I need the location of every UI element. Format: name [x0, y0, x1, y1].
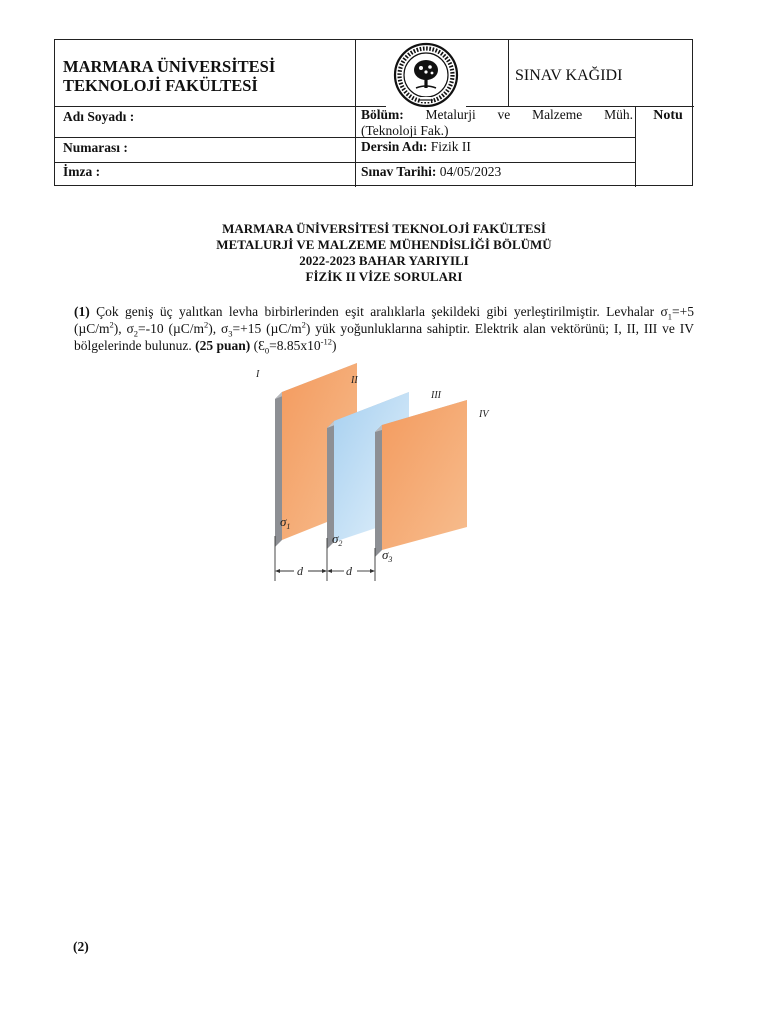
signature-label: İmza : — [63, 164, 101, 179]
exam-date-label: Sınav Tarihi: — [361, 164, 437, 179]
department-word: Malzeme — [532, 107, 583, 122]
department-word: Metalurji — [425, 107, 476, 122]
department-line-2: (Teknoloji Fak.) — [361, 123, 449, 138]
department-word: Müh. — [604, 107, 633, 122]
sigma-label: $\sigma_1$ — [280, 514, 291, 531]
exam-date-field — [361, 164, 501, 180]
university-name: MARMARA ÜNİVERSİTESİ TEKNOLOJİ FAKÜLTESİ — [63, 57, 276, 95]
distance-dimensions — [275, 536, 375, 581]
region-label: I — [256, 369, 260, 380]
header-divider-h3 — [55, 162, 635, 163]
question-1-number: (1) — [74, 304, 90, 319]
department-line — [361, 107, 633, 123]
question-1-text: (1) Çok geniş üç yalıtkan levha birbirlerinden eşit aralıklarla şekildeki gibi yerleştirilmiştir. Levhalar $\sigma_1=+5$ $(\mu C/m^2)$, $\sigma_2=-10$ $(\mu C/m^2)$, $\sigma_3=+15$ $(\mu C/m^2)$ yük yoğunluklarına sahiptir. Elektrik alan vektörünü; I, II, III ve IV bölgelerinde bulunuz. (25 puan) $(Ɛ_0=8.85x10^{-12})$ — [74, 304, 694, 356]
distance-label: d — [346, 564, 352, 578]
course-field — [361, 139, 471, 155]
student-number-label: Numarası : — [63, 140, 128, 155]
department-label: Bölüm: — [361, 107, 404, 122]
title-line: 2022-2023 BAHAR YARIYILI — [299, 253, 469, 268]
header-divider-v2 — [508, 40, 509, 106]
title-line: MARMARA ÜNİVERSİTESİ TEKNOLOJİ FAKÜLTESİ — [222, 221, 546, 236]
department-field — [361, 107, 633, 139]
title-line: METALURJİ VE MALZEME MÜHENDİSLİĞİ BÖLÜMÜ — [216, 237, 552, 252]
question-2-number: (2) — [73, 939, 89, 954]
sigma-label: $\sigma_3$ — [382, 547, 393, 564]
region-label: III — [431, 390, 441, 401]
question-1-points: (25 puan) — [195, 338, 251, 353]
exam-header-table — [54, 39, 693, 186]
region-label: II — [351, 375, 358, 386]
charged-plates-figure — [256, 362, 506, 587]
exam-titles — [0, 221, 768, 285]
course-label: Dersin Adı: — [361, 139, 428, 154]
name-label: Adı Soyadı : — [63, 109, 135, 124]
grade-label: Notu — [653, 108, 683, 123]
exam-date-value: 04/05/2023 — [439, 164, 502, 179]
title-line: FİZİK II VİZE SORULARI — [305, 269, 463, 284]
header-divider-v1 — [355, 40, 356, 187]
distance-label: d — [297, 564, 303, 578]
region-label: IV — [479, 409, 489, 420]
plate-sigma-3 — [375, 400, 467, 557]
sheet-title: SINAV KAĞIDI — [515, 67, 623, 84]
department-word: ve — [497, 107, 511, 122]
faculty-seal-logo — [386, 42, 466, 108]
course-value: Fizik II — [430, 139, 471, 154]
header-divider-v3 — [635, 106, 636, 187]
sigma-label: $\sigma_2$ — [332, 531, 343, 548]
